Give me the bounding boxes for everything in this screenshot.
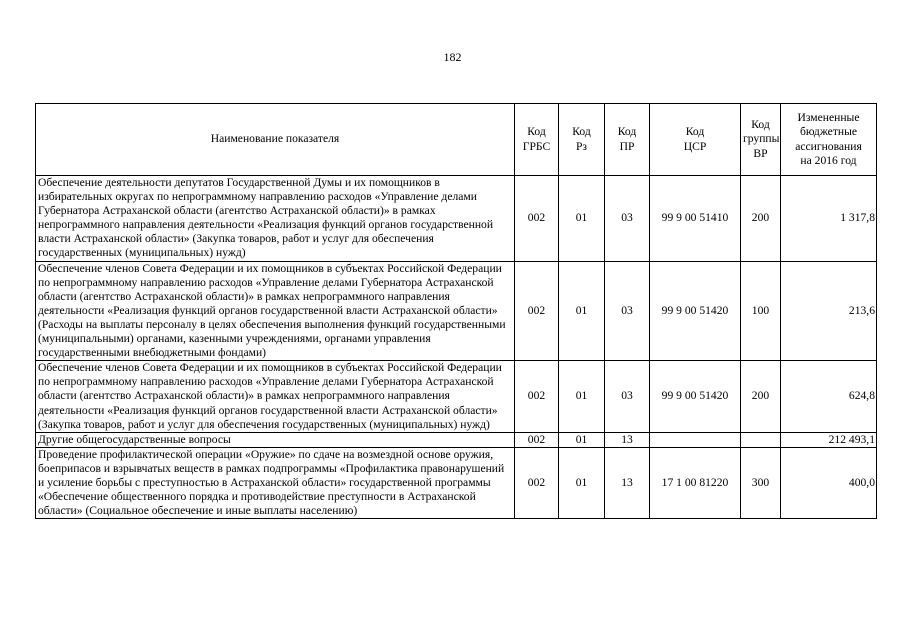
row-csr [650,432,741,447]
header-vr-line-1: Код [751,118,770,132]
row-pr: 03 [605,361,650,432]
row-pr: 03 [605,261,650,361]
row-rz: 01 [559,176,605,262]
row-pr: 03 [605,176,650,262]
header-grbs [515,104,559,176]
row-csr: 99 9 00 51420 [650,261,741,361]
header-vr-line-2: группы [743,132,780,146]
row-grbs: 002 [515,432,559,447]
header-amount-line-2: бюджетные [799,125,858,139]
header-vr [741,104,781,176]
row-rz: 01 [559,361,605,432]
row-vr: 300 [741,447,781,518]
row-grbs: 002 [515,447,559,518]
row-name: Обеспечение членов Совета Федерации и их помощников в субъектах Российской Федерации по непрограммному направлению расходов «Управление делами Губернатора Астраханской области (агентство Астраханской области)» в рамках непрограммного направления деятельности «Реализация функций органов государственной власти Астраханской области» (Расходы на выплаты персоналу в целях обеспечения выполнения функций государственными (муниципальными) органами, казенными учреждениями, органами управления государственными внебюджетными фондами) [36,261,515,361]
row-amount: 400,0 [781,447,877,518]
table-row [36,176,877,262]
row-rz: 01 [559,447,605,518]
header-csr-line-2: ЦСР [683,139,707,153]
header-pr-line-1: Код [617,125,637,139]
row-vr: 200 [741,176,781,262]
row-name: Другие общегосударственные вопросы [36,432,515,447]
table-row [36,361,877,432]
header-amount-line-1: Измененные [797,111,860,125]
table-row [36,261,877,361]
header-csr-line-1: Код [685,125,705,139]
table-row [36,447,877,518]
table-header-row [36,104,877,176]
row-rz: 01 [559,261,605,361]
row-pr: 13 [605,432,650,447]
row-grbs: 002 [515,361,559,432]
header-grbs-line-1: Код [527,125,546,139]
row-amount: 624,8 [781,361,877,432]
row-amount: 1 317,8 [781,176,877,262]
row-csr: 17 1 00 81220 [650,447,741,518]
row-vr: 200 [741,361,781,432]
row-amount: 213,6 [781,261,877,361]
row-vr [741,432,781,447]
row-grbs: 002 [515,176,559,262]
budget-table [35,103,877,519]
row-name: Обеспечение деятельности депутатов Государственной Думы и их помощников в избирательных округах по непрограммному направлению расходов «Управление делами Губернатора Астраханской области (агентство Астраханской области)» в рамках непрограммного направления деятельности «Реализация функций органов государственной власти Астраханской области» (Закупка товаров, работ и услуг для обеспечения государственных (муниципальных) нужд) [36,176,515,262]
row-csr: 99 9 00 51420 [650,361,741,432]
header-csr [650,104,741,176]
header-rz [559,104,605,176]
row-name: Обеспечение членов Совета Федерации и их помощников в субъектах Российской Федерации по непрограммному направлению расходов «Управление делами Губернатора Астраханской области (агентство Астраханской области)» в рамках непрограммного направления деятельности «Реализация функций органов государственной власти Астраханской области» (Закупка товаров, работ и услуг для обеспечения государственных (муниципальных) нужд) [36,361,515,432]
page-number: 182 [443,50,462,64]
header-pr [605,104,650,176]
header-name: Наименование показателя [36,104,515,176]
row-csr: 99 9 00 51410 [650,176,741,262]
table-row [36,432,877,447]
row-grbs: 002 [515,261,559,361]
header-amount [781,104,877,176]
header-vr-line-3: ВР [753,146,768,160]
header-rz-line-2: Рз [575,139,588,153]
row-vr: 100 [741,261,781,361]
header-grbs-line-2: ГРБС [522,139,551,153]
header-amount-line-4: на 2016 год [800,153,857,167]
header-amount-line-3: ассигнования [795,139,862,153]
header-rz-line-1: Код [572,125,591,139]
header-pr-line-2: ПР [619,139,635,153]
row-pr: 13 [605,447,650,518]
row-name: Проведение профилактической операции «Оружие» по сдаче на возмездной основе оружия, боеприпасов и взрывчатых веществ в рамках подпрограммы «Профилактика правонарушений и усиление борьбы с преступностью в Астраханской области» государственной программы «Обеспечение общественного порядка и противодействие преступности в Астраханской области» (Социальное обеспечение и иные выплаты населению) [36,447,515,518]
row-rz: 01 [559,432,605,447]
row-amount: 212 493,1 [781,432,877,447]
